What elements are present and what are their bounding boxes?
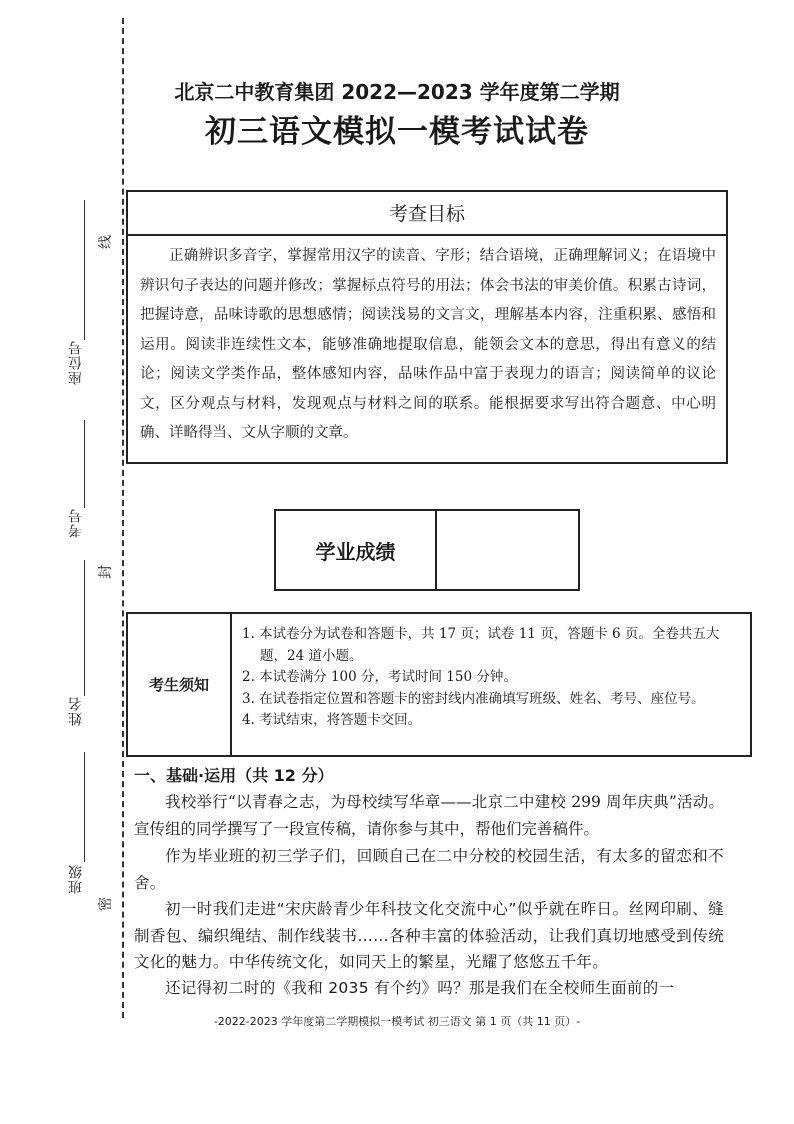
- class-label: 班级: [68, 864, 84, 894]
- objectives-text: 正确辨识多音字，掌握常用汉字的读音、字形；结合语境，正确理解词义；在语境中辨识句子表达的问题并修改；掌握标点符号的用法；体会书法的审美价值。积累古诗词，把握诗意，品味诗歌的思想感情；阅读浅易的文言文，理解基本内容，注重积累、感悟和运用。阅读非连续性文本，能够准确地提取信息，能领会文本的意思，得出有意义的结论；阅读文学类作品，整体感知内容，品味作品中富于表现力的语言；阅读简单的议论文，区分观点与材料，发现观点与材料之间的联系。能根据要求写出符合题意、中心明确、详略得当、文从字顺的文章。: [140, 248, 716, 441]
- section-1-paragraph: 我校举行“以青春之志，为母校续写华章——北京二中建校 299 周年庆典”活动。宣传组的同学撰写了一段宣传稿，请你参与其中，帮他们完善稿件。: [134, 793, 724, 838]
- notice-item: 1. 本试卷分为试卷和答题卡，共 17 页；试卷 11 页，答题卡 6 页。全卷共五大题，24 道小题。: [242, 626, 720, 664]
- objectives-title: 考查目标: [128, 192, 726, 236]
- section-1-paragraph: 作为毕业班的初三学子们，回顾自己在二中分校的校园生活，有太多的留恋和不舍。: [134, 847, 724, 892]
- class-field-line: [84, 752, 85, 862]
- page-footer: -2022-2023 学年度第二学期模拟一模考试 初三语文 第 1 页（共 11 页）-: [213, 1015, 581, 1028]
- name-label: 姓名: [68, 696, 84, 726]
- section-1-title: 一、基础·运用（共 12 分）: [134, 766, 334, 785]
- exam-number-label: 考号: [68, 508, 84, 538]
- seat-number-label: 座位号: [68, 340, 84, 385]
- seal-char-line: 线: [98, 235, 114, 249]
- exam-header-title: 初三语文模拟一模考试试卷: [205, 114, 589, 150]
- candidate-notice-list: [232, 614, 750, 755]
- section-1-paragraph: 还记得初二时的《我和 2035 有个约》吗？那是我们在全校师生面前的一: [165, 979, 675, 997]
- exam-number-field-line: [84, 420, 85, 508]
- candidate-notice-label: 考生须知: [128, 614, 232, 755]
- notice-item: 4. 考试结束，将答题卡交回。: [242, 712, 422, 728]
- name-field-line: [84, 560, 85, 696]
- notice-item: 3. 在试卷指定位置和答题卡的密封线内准确填写班级、姓名、考号、座位号。: [242, 690, 705, 707]
- section-1-paragraph: 初一时我们走进“宋庆龄青少年科技文化交流中心”似乎就在昨日。丝网印刷、缝制香包、编织绳结、制作线装书……各种丰富的体验活动，让我们真切地感受到传统文化的魅力。中华传统文化，如同天上的繁星，光耀了悠悠五千年。: [134, 900, 724, 971]
- seat-number-field-line: [84, 200, 85, 340]
- score-box: [274, 509, 580, 591]
- objectives-box: [126, 190, 728, 464]
- score-label: 学业成绩: [276, 511, 437, 589]
- seal-char-seal: 封: [98, 565, 114, 579]
- exam-header-subtitle: 北京二中教育集团 2022—2023 学年度第二学期: [174, 80, 620, 104]
- candidate-notice-box: [126, 612, 752, 757]
- seal-char-secret: 密: [98, 897, 114, 911]
- notice-item: 2. 本试卷满分 100 分，考试时间 150 分钟。: [242, 669, 517, 685]
- binding-dashed-line: [122, 18, 124, 1018]
- score-value-field[interactable]: [437, 511, 578, 589]
